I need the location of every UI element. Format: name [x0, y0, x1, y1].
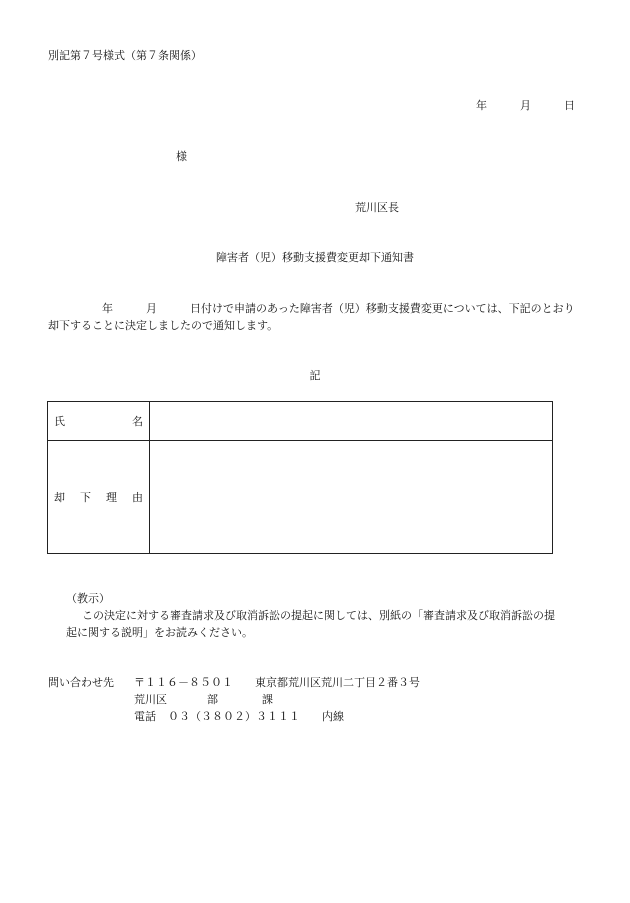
- date-month: 月: [520, 99, 531, 112]
- reason-label-char: 理: [106, 491, 117, 504]
- ki-heading: 記: [309, 369, 321, 382]
- body-year: 年: [102, 302, 113, 315]
- name-row: [48, 402, 553, 441]
- ward: 荒川区: [134, 693, 167, 706]
- reason-row: [48, 441, 553, 554]
- reason-label-char: 由: [132, 491, 143, 504]
- date-day: 日: [564, 99, 575, 112]
- body-line-1-text: 日付けで申請のあった障害者（児）移動支援費変更については、下記のとおり: [190, 302, 575, 315]
- phone-label: 電話: [134, 710, 156, 723]
- reason-label: [54, 489, 143, 505]
- body-month: 月: [146, 302, 157, 315]
- inquiry-dept-line: [134, 693, 273, 707]
- document-title: 障害者（児）移動支援費変更却下通知書: [216, 251, 414, 264]
- extension: 内線: [322, 710, 344, 723]
- phone-number: ０３（３８０２）３１１１: [168, 710, 300, 723]
- name-value-cell: [150, 402, 553, 441]
- reason-label-char: 下: [80, 491, 91, 504]
- inquiry-label: 問い合わせ先: [48, 676, 114, 689]
- section: 課: [262, 693, 273, 706]
- kyoji-line-1: この決定に対する審査請求及び取消訴訟の提起に関しては、別紙の「審査請求及び取消訴訟の提: [82, 609, 555, 622]
- date-year: 年: [476, 99, 487, 112]
- body-line-2: 却下することに決定しましたので通知します。: [48, 319, 279, 332]
- body-line-1: [48, 302, 575, 316]
- inquiry-phone-line: [134, 710, 344, 724]
- form-number: 別記第７号様式（第７条関係）: [48, 49, 202, 62]
- kyoji-line-2: 起に関する説明」をお読みください。: [66, 626, 253, 639]
- postal-code: 〒１１６－８５０１: [134, 676, 233, 689]
- name-label-char: 名: [132, 415, 143, 428]
- name-label: [54, 413, 143, 429]
- issuer: 荒川区長: [355, 201, 399, 214]
- inquiry-address-line: [134, 676, 420, 690]
- reason-label-cell: [48, 441, 150, 554]
- name-label-cell: [48, 402, 150, 441]
- address: 東京都荒川区荒川二丁目２番３号: [255, 676, 420, 689]
- addressee-suffix: 様: [176, 150, 187, 163]
- department: 部: [207, 693, 218, 706]
- info-table: [47, 401, 553, 554]
- reason-value-cell: [150, 441, 553, 554]
- reason-label-char: 却: [54, 491, 65, 504]
- name-label-char: 氏: [54, 415, 65, 428]
- kyoji-heading: （教示）: [66, 592, 110, 605]
